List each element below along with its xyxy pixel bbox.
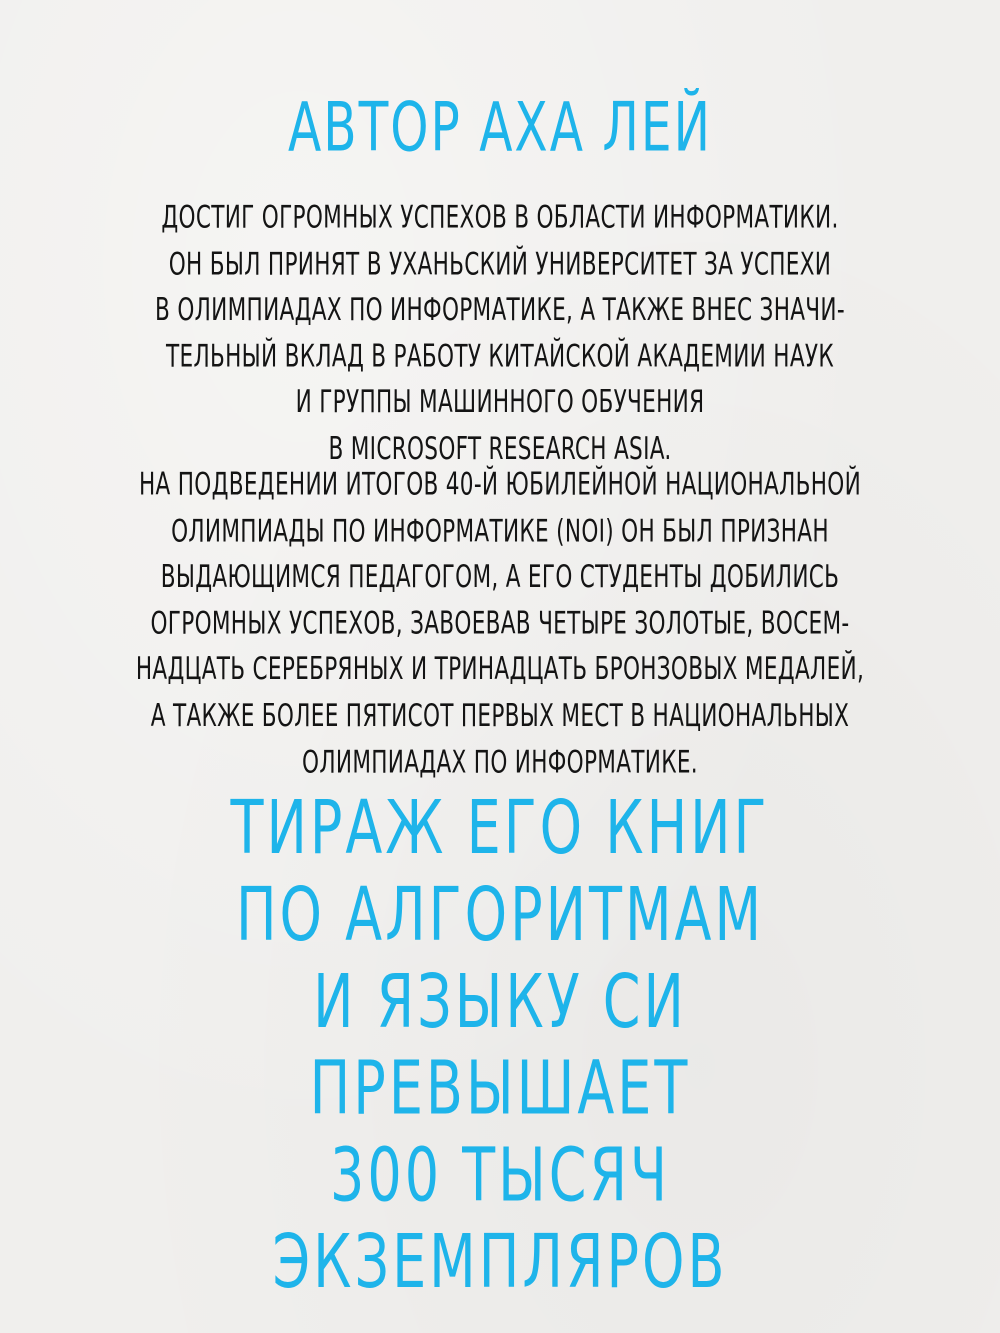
author-bio-paragraph [0, 195, 1000, 473]
highlight-line: 300 ТЫСЯЧ [330, 1132, 670, 1219]
bio-line: В MICROSOFT RESEARCH ASIA. [328, 430, 672, 467]
highlight-line: ЭКЗЕМПЛЯРОВ [272, 1219, 728, 1306]
bio-line: И ГРУППЫ МАШИННОГО ОБУЧЕНИЯ [295, 383, 705, 421]
bio-line: В ОЛИМПИАДАХ ПО ИНФОРМАТИКЕ, А ТАКЖЕ ВНЕС ЗНАЧИ- [155, 291, 845, 328]
bio-line: ТЕЛЬНЫЙ ВКЛАД В РАБОТУ КИТАЙСКОЙ АКАДЕМИИ НАУК [166, 337, 834, 375]
achievements-paragraph [0, 462, 1000, 786]
achievements-line: ОЛИМПИАДАХ ПО ИНФОРМАТИКЕ. [302, 743, 698, 780]
highlight-line: ПО АЛГОРИТМАМ [235, 871, 765, 959]
achievements-line: А ТАКЖЕ БОЛЕЕ ПЯТИСОТ ПЕРВЫХ МЕСТ В НАЦИОНАЛЬНЫХ [150, 697, 850, 734]
highlight-line: ПРЕВЫШАЕТ [309, 1045, 691, 1133]
page-title: АВТОР АХА ЛЕЙ [288, 88, 712, 167]
circulation-highlight [0, 785, 1000, 1306]
highlight-line: ТИРАЖ ЕГО КНИГ [230, 785, 770, 872]
bio-line: ОН БЫЛ ПРИНЯТ В УХАНЬСКИЙ УНИВЕРСИТЕТ ЗА УСПЕХИ [168, 245, 832, 282]
achievements-line: ОЛИМПИАДЫ ПО ИНФОРМАТИКЕ (NOI) ОН БЫЛ ПРИЗНАН [171, 512, 829, 549]
achievements-line: ВЫДАЮЩИМСЯ ПЕДАГОГОМ, А ЕГО СТУДЕНТЫ ДОБИЛИСЬ [160, 558, 840, 595]
bio-line: ДОСТИГ ОГРОМНЫХ УСПЕХОВ В ОБЛАСТИ ИНФОРМАТИКИ. [161, 198, 839, 236]
highlight-line: И ЯЗЫКУ СИ [313, 958, 687, 1046]
achievements-line: НА ПОДВЕДЕНИИ ИТОГОВ 40-Й ЮБИЛЕЙНОЙ НАЦИОНАЛЬНОЙ [138, 465, 862, 503]
achievements-line: НАДЦАТЬ СЕРЕБРЯНЫХ И ТРИНАДЦАТЬ БРОНЗОВЫХ МЕДАЛЕЙ, [135, 650, 865, 688]
achievements-line: ОГРОМНЫХ УСПЕХОВ, ЗАВОЕВАВ ЧЕТЫРЕ ЗОЛОТЫЕ, ВОСЕМ- [150, 604, 850, 642]
